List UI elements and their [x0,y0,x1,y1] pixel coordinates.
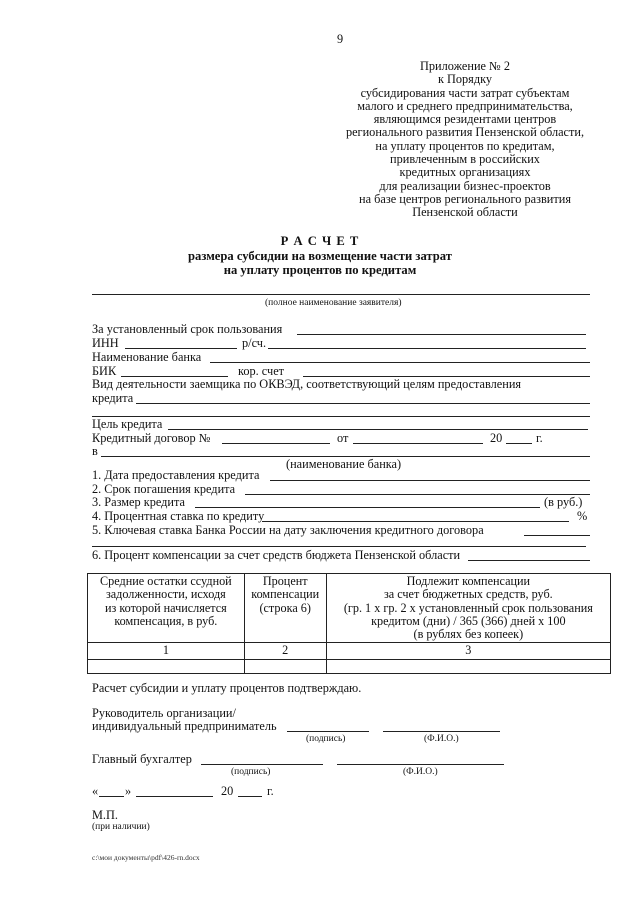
purpose-label: Цель кредита [92,417,163,431]
agreement-date-line[interactable] [353,443,483,444]
header-text: (гр. 1 х гр. 2 х установленный срок пользования [343,600,593,615]
header-text: (в рублях без копеек) [413,627,524,642]
appendix-line: субсидирования части затрат субъектам [360,85,570,100]
header-text: кредитом (дни) / 365 (366) дней х 100 [371,613,566,628]
accountant-fio-caption: (Ф.И.О.) [403,767,438,777]
agreement-year-suffix: г. [536,431,543,445]
item-2-line[interactable] [245,494,590,495]
date-year-prefix: 20 [221,784,234,798]
item-2-label: 2. Срок погашения кредита [92,482,236,496]
stamp-caption: (при наличии) [92,822,150,832]
stamp-label: М.П. [92,808,118,822]
item-5-label: 5. Ключевая ставка Банка России на дату заключения кредитного договора [92,523,484,537]
item-3-unit: (в руб.) [544,495,583,509]
appendix-line: Приложение № 2 [419,59,511,73]
inn-line[interactable] [125,348,237,349]
date-close-quote: » [125,784,132,798]
head-label-2: индивидуальный предприниматель [92,719,277,733]
bik-label: БИК [92,364,117,378]
item-1-label: 1. Дата предоставления кредита [92,468,260,482]
table-row [88,659,611,673]
head-label-1: Руководитель организации/ [92,706,236,720]
appendix-line: регионального развития Пензенской области, [345,125,585,140]
appendix-line: к Порядку [437,72,493,87]
agreement-year-line[interactable] [506,443,532,444]
date-month-line[interactable] [136,796,213,797]
header-text: (строка 6) [259,600,311,615]
head-sign-caption: (подпись) [306,734,346,744]
head-fio-caption: (Ф.И.О.) [424,734,459,744]
table-header-cell [244,574,326,643]
account-line[interactable] [268,348,586,349]
accountant-fio-line[interactable] [337,764,504,765]
header-text: из которой начисляется [105,600,227,615]
header-text: задолженности, исходя [105,587,226,602]
table-input-cell[interactable] [88,659,245,673]
appendix-line: малого и среднего предпринимательства, [357,98,573,113]
agreement-label: Кредитный договор № [92,431,211,445]
applicant-caption: (полное наименование заявителя) [265,298,402,308]
accountant-signature-line[interactable] [201,764,323,765]
agreement-number-line[interactable] [222,443,330,444]
agreement-from-label: от [337,431,349,445]
okved-label: Вид деятельности заемщика по ОКВЭД, соответствующий целям предоставления [92,377,522,391]
applicant-name-line[interactable] [92,294,590,295]
table-cell: 2 [244,643,326,659]
table-cell: 1 [88,643,245,659]
appendix-line: для реализации бизнес-проектов [379,178,551,193]
header-text: компенсация, в руб. [114,613,218,628]
table-cell: 3 [326,643,610,659]
page-number: 9 [337,32,344,46]
date-year-line[interactable] [238,796,262,797]
purpose-line[interactable] [168,429,588,430]
item-4-unit: % [577,509,588,523]
header-text: Средние остатки ссудной [100,574,232,588]
document-subtitle-1: размера субсидии на возмещение части затрат [188,249,452,263]
document-subtitle-2: на уплату процентов по кредитам [223,263,417,277]
document-title: Р А С Ч Е Т [280,234,360,248]
corr-account-label: кор. счет [238,364,285,378]
header-text: компенсации [251,587,320,602]
item-4-label: 4. Процентная ставка по кредиту [92,509,265,523]
appendix-line: являющимся резидентами центров [373,112,557,127]
item-5-line-2[interactable] [92,546,586,547]
date-open-quote: « [92,784,99,798]
in-bank-label: в [92,444,98,458]
appendix-line: Пензенской области [412,205,518,220]
account-label: р/сч. [242,336,267,350]
date-day-line[interactable] [99,796,124,797]
okved-label-2: кредита [92,391,134,405]
item-6-line[interactable] [468,560,590,561]
table-input-cell[interactable] [244,659,326,673]
okved-line-2[interactable] [92,416,590,417]
agreement-year-prefix: 20 [490,431,503,445]
appendix-line: на базе центров регионального развития [359,191,571,206]
bank-name-line[interactable] [210,362,590,363]
period-label: За установленный срок пользования [92,322,283,336]
appendix-line: на уплату процентов по кредитам, [375,138,555,153]
header-text: Процент [262,574,308,588]
period-line[interactable] [297,334,586,335]
table-header-cell [88,574,245,643]
item-6-label: 6. Процент компенсации за счет средств бюджета Пензенской области [92,548,461,562]
date-year-suffix: г. [267,784,274,798]
item-5-line[interactable] [524,535,590,536]
table-input-cell[interactable] [326,659,610,673]
appendix-header [330,60,600,220]
item-1-line[interactable] [270,480,590,481]
compensation-table [87,573,611,674]
accountant-label: Главный бухгалтер [92,752,192,766]
table-header-cell [326,574,610,643]
item-3-line[interactable] [195,507,540,508]
table-header-row [88,574,611,643]
bank-caption: (наименование банка) [286,457,402,471]
appendix-line: привлеченным в российских [390,152,540,167]
footer-file-path: c:\мои документы\pdf\426-rn.docx [92,853,200,862]
appendix-line: кредитных организациях [399,165,531,180]
accountant-sign-caption: (подпись) [231,767,271,777]
head-signature-line[interactable] [287,731,369,732]
bank-name-label: Наименование банка [92,350,202,364]
item-4-line[interactable] [262,521,569,522]
item-3-label: 3. Размер кредита [92,495,185,509]
header-text: Подлежит компенсации [406,574,531,588]
table-number-row [88,643,611,659]
okved-line[interactable] [136,403,590,404]
header-text: за счет бюджетных средств, руб. [383,587,553,602]
inn-label: ИНН [92,336,119,350]
confirm-text: Расчет субсидии и уплату процентов подтверждаю. [92,681,362,695]
head-fio-line[interactable] [383,731,500,732]
